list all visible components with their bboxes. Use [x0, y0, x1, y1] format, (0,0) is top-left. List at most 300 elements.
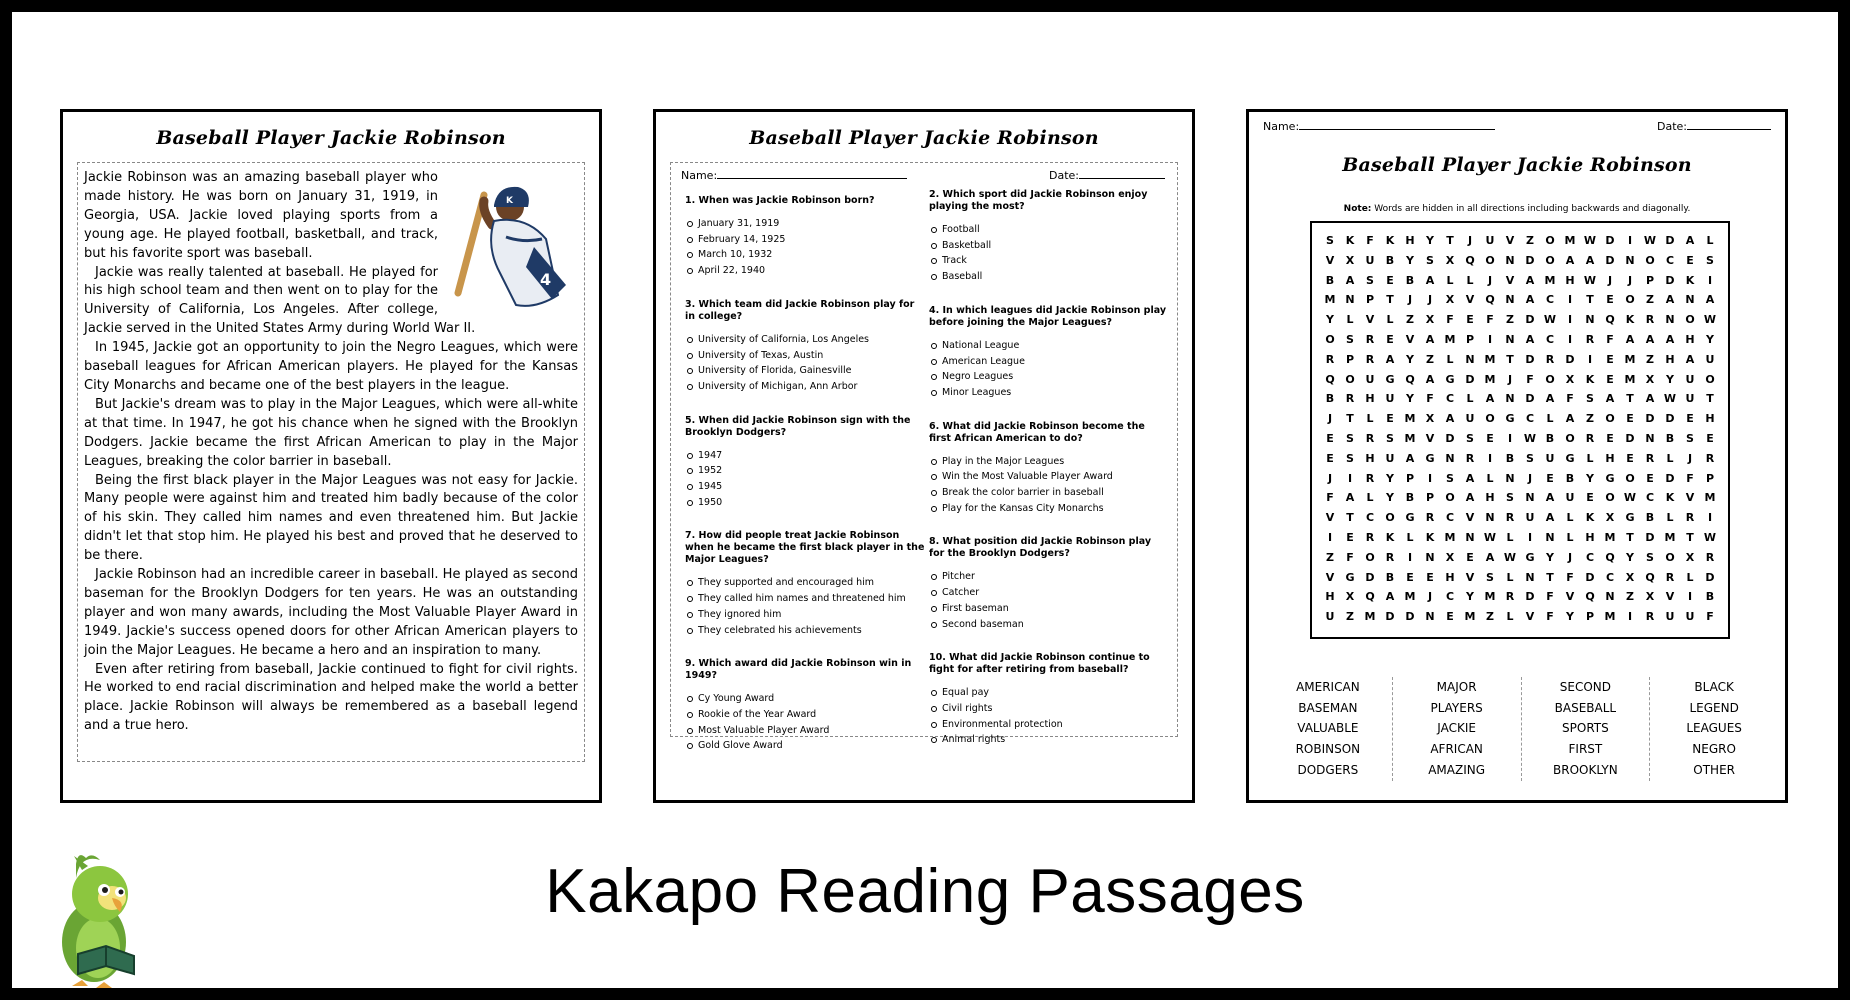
grid-letter[interactable]: C — [1605, 570, 1615, 584]
grid-letter[interactable]: A — [1545, 392, 1555, 406]
grid-letter[interactable]: B — [1665, 431, 1675, 445]
grid-letter[interactable]: M — [1664, 530, 1676, 544]
grid-letter[interactable]: A — [1685, 352, 1695, 366]
grid-letter[interactable]: R — [1685, 511, 1695, 525]
grid-letter[interactable]: M — [1324, 293, 1336, 307]
grid-letter[interactable]: T — [1626, 392, 1634, 406]
grid-letter[interactable]: U — [1685, 392, 1695, 406]
grid-letter[interactable]: C — [1665, 253, 1675, 267]
answer-option[interactable]: Environmental protection — [929, 717, 1169, 733]
grid-letter[interactable]: H — [1485, 491, 1495, 505]
grid-letter[interactable]: Z — [1486, 610, 1494, 624]
answer-option[interactable]: Civil rights — [929, 701, 1169, 717]
grid-letter[interactable]: D — [1585, 570, 1595, 584]
grid-letter[interactable]: O — [1565, 431, 1575, 445]
grid-letter[interactable]: S — [1346, 451, 1354, 465]
grid-letter[interactable]: I — [1687, 590, 1693, 604]
grid-letter[interactable]: J — [1467, 234, 1473, 247]
grid-letter[interactable]: F — [1446, 313, 1454, 327]
answer-option[interactable]: University of Florida, Gainesville — [685, 363, 925, 379]
grid-letter[interactable]: Q — [1485, 293, 1495, 307]
grid-letter[interactable]: Y — [1666, 372, 1674, 386]
grid-letter[interactable]: Y — [1386, 491, 1394, 505]
answer-option[interactable]: Play for the Kansas City Monarchs — [929, 501, 1169, 517]
grid-letter[interactable]: S — [1466, 431, 1474, 445]
grid-letter[interactable]: B — [1385, 570, 1395, 584]
grid-letter[interactable]: Q — [1645, 570, 1655, 584]
grid-letter[interactable]: A — [1585, 253, 1595, 267]
grid-letter[interactable]: C — [1545, 332, 1555, 346]
grid-letter[interactable]: G — [1625, 511, 1635, 525]
grid-letter[interactable]: O — [1685, 313, 1695, 327]
answer-option[interactable]: Catcher — [929, 585, 1169, 601]
grid-letter[interactable]: R — [1465, 451, 1475, 465]
grid-letter[interactable]: M — [1564, 234, 1576, 247]
grid-letter[interactable]: H — [1405, 234, 1415, 247]
grid-letter[interactable]: E — [1606, 352, 1614, 366]
grid-letter[interactable]: F — [1326, 491, 1334, 505]
grid-letter[interactable]: S — [1526, 451, 1534, 465]
grid-letter[interactable]: U — [1565, 491, 1575, 505]
grid-letter[interactable]: V — [1685, 491, 1695, 505]
grid-letter[interactable]: O — [1605, 412, 1615, 426]
grid-letter[interactable]: M — [1704, 491, 1716, 505]
grid-letter[interactable]: E — [1386, 273, 1394, 287]
grid-letter[interactable]: A — [1525, 273, 1535, 287]
grid-letter[interactable]: E — [1326, 431, 1334, 445]
grid-letter[interactable]: U — [1385, 451, 1395, 465]
grid-letter[interactable]: D — [1525, 352, 1535, 366]
grid-letter[interactable]: U — [1385, 392, 1395, 406]
grid-letter[interactable]: Y — [1546, 550, 1554, 564]
grid-letter[interactable]: N — [1505, 392, 1515, 406]
grid-letter[interactable]: X — [1425, 313, 1435, 327]
answer-option[interactable]: University of California, Los Angeles — [685, 332, 925, 348]
answer-option[interactable]: 1945 — [685, 479, 925, 495]
grid-letter[interactable]: H — [1565, 273, 1575, 287]
grid-letter[interactable]: D — [1465, 372, 1475, 386]
grid-letter[interactable]: B — [1505, 451, 1515, 465]
grid-letter[interactable]: Z — [1506, 313, 1514, 327]
grid-letter[interactable]: X — [1685, 550, 1695, 564]
grid-letter[interactable]: G — [1605, 471, 1615, 485]
grid-letter[interactable]: D — [1565, 352, 1575, 366]
grid-letter[interactable]: E — [1546, 471, 1554, 485]
grid-letter[interactable]: I — [1707, 273, 1713, 287]
grid-letter[interactable]: P — [1585, 610, 1595, 624]
grid-letter[interactable]: H — [1325, 590, 1335, 604]
grid-letter[interactable]: D — [1665, 273, 1675, 287]
grid-letter[interactable]: H — [1365, 392, 1375, 406]
grid-letter[interactable]: V — [1405, 332, 1415, 346]
grid-letter[interactable]: R — [1385, 550, 1395, 564]
grid-letter[interactable]: R — [1425, 511, 1435, 525]
grid-letter[interactable]: R — [1645, 313, 1655, 327]
grid-letter[interactable]: V — [1325, 570, 1335, 584]
grid-letter[interactable]: Y — [1386, 471, 1394, 485]
grid-letter[interactable]: F — [1346, 550, 1354, 564]
grid-letter[interactable]: U — [1545, 451, 1555, 465]
grid-letter[interactable]: E — [1646, 471, 1654, 485]
grid-letter[interactable]: S — [1686, 431, 1694, 445]
grid-letter[interactable]: L — [1506, 610, 1514, 624]
grid-letter[interactable]: B — [1325, 392, 1335, 406]
grid-letter[interactable]: F — [1526, 372, 1534, 386]
grid-letter[interactable]: A — [1465, 491, 1475, 505]
grid-letter[interactable]: N — [1505, 332, 1515, 346]
grid-letter[interactable]: M — [1464, 610, 1476, 624]
answer-option[interactable]: Rookie of the Year Award — [685, 707, 925, 723]
answer-option[interactable]: Basketball — [929, 238, 1169, 254]
grid-letter[interactable]: R — [1505, 590, 1515, 604]
answer-option[interactable]: University of Michigan, Ann Arbor — [685, 379, 925, 395]
grid-letter[interactable]: H — [1605, 451, 1615, 465]
grid-letter[interactable]: A — [1425, 332, 1435, 346]
quiz-date-line[interactable] — [1079, 169, 1165, 179]
ws-name-line[interactable] — [1299, 120, 1495, 130]
grid-letter[interactable]: N — [1465, 352, 1475, 366]
grid-letter[interactable]: X — [1625, 570, 1635, 584]
grid-letter[interactable]: T — [1706, 392, 1714, 406]
grid-letter[interactable]: I — [1507, 431, 1513, 445]
grid-letter[interactable]: J — [1407, 293, 1413, 307]
grid-letter[interactable]: V — [1525, 610, 1535, 624]
grid-letter[interactable]: O — [1705, 372, 1715, 386]
grid-letter[interactable]: J — [1607, 273, 1613, 287]
grid-letter[interactable]: I — [1407, 550, 1413, 564]
grid-letter[interactable]: H — [1705, 412, 1715, 426]
grid-letter[interactable]: C — [1545, 293, 1555, 307]
grid-letter[interactable]: W — [1703, 530, 1717, 544]
grid-letter[interactable]: A — [1625, 332, 1635, 346]
grid-letter[interactable]: K — [1585, 372, 1595, 386]
grid-letter[interactable]: E — [1706, 431, 1714, 445]
grid-letter[interactable]: F — [1486, 313, 1494, 327]
grid-letter[interactable]: R — [1665, 570, 1675, 584]
grid-letter[interactable]: C — [1445, 590, 1455, 604]
grid-letter[interactable]: K — [1625, 313, 1635, 327]
grid-letter[interactable]: Q — [1585, 590, 1595, 604]
grid-letter[interactable]: R — [1365, 530, 1375, 544]
grid-letter[interactable]: A — [1465, 471, 1475, 485]
answer-option[interactable]: Animal rights — [929, 732, 1169, 748]
grid-letter[interactable]: D — [1665, 412, 1675, 426]
grid-letter[interactable]: Y — [1406, 352, 1414, 366]
grid-letter[interactable]: M — [1484, 352, 1496, 366]
grid-letter[interactable]: M — [1604, 530, 1616, 544]
grid-letter[interactable]: I — [1487, 332, 1493, 346]
answer-option[interactable]: Win the Most Valuable Player Award — [929, 469, 1169, 485]
grid-letter[interactable]: S — [1426, 253, 1434, 267]
grid-letter[interactable]: J — [1567, 550, 1573, 564]
grid-letter[interactable]: R — [1325, 352, 1335, 366]
grid-letter[interactable]: N — [1585, 313, 1595, 327]
grid-letter[interactable]: N — [1465, 530, 1475, 544]
grid-letter[interactable]: L — [1406, 530, 1414, 544]
grid-letter[interactable]: E — [1606, 372, 1614, 386]
grid-letter[interactable]: B — [1705, 590, 1715, 604]
grid-letter[interactable]: V — [1465, 293, 1475, 307]
grid-letter[interactable]: A — [1645, 332, 1655, 346]
grid-letter[interactable]: W — [1663, 392, 1677, 406]
grid-letter[interactable]: W — [1583, 273, 1597, 287]
grid-letter[interactable]: A — [1525, 332, 1535, 346]
grid-letter[interactable]: G — [1525, 550, 1535, 564]
grid-letter[interactable]: L — [1386, 313, 1394, 327]
grid-letter[interactable]: X — [1645, 372, 1655, 386]
grid-letter[interactable]: N — [1505, 471, 1515, 485]
grid-letter[interactable]: F — [1566, 392, 1574, 406]
grid-letter[interactable]: M — [1444, 530, 1456, 544]
grid-letter[interactable]: Y — [1706, 332, 1714, 346]
answer-option[interactable]: Minor Leagues — [929, 385, 1169, 401]
grid-letter[interactable]: L — [1446, 352, 1454, 366]
answer-option[interactable]: Most Valuable Player Award — [685, 723, 925, 739]
answer-option[interactable]: They ignored him — [685, 607, 925, 623]
grid-letter[interactable]: G — [1565, 451, 1575, 465]
grid-letter[interactable]: N — [1345, 293, 1355, 307]
grid-letter[interactable]: G — [1505, 412, 1515, 426]
grid-letter[interactable]: N — [1505, 253, 1515, 267]
grid-letter[interactable]: E — [1606, 293, 1614, 307]
grid-letter[interactable]: L — [1566, 511, 1574, 525]
grid-letter[interactable]: O — [1545, 234, 1555, 247]
grid-letter[interactable]: D — [1645, 530, 1655, 544]
grid-letter[interactable]: A — [1345, 491, 1355, 505]
grid-letter[interactable]: A — [1485, 392, 1495, 406]
grid-letter[interactable]: D — [1365, 570, 1375, 584]
grid-letter[interactable]: N — [1425, 550, 1435, 564]
grid-letter[interactable]: L — [1706, 234, 1714, 247]
grid-letter[interactable]: H — [1685, 332, 1695, 346]
grid-letter[interactable]: J — [1627, 273, 1633, 287]
grid-letter[interactable]: W — [1643, 234, 1657, 247]
grid-letter[interactable]: T — [1626, 530, 1634, 544]
answer-option[interactable]: They celebrated his achievements — [685, 623, 925, 639]
grid-letter[interactable]: J — [1427, 590, 1433, 604]
grid-letter[interactable]: E — [1386, 332, 1394, 346]
grid-letter[interactable]: D — [1525, 313, 1535, 327]
grid-letter[interactable]: B — [1405, 273, 1415, 287]
grid-letter[interactable]: R — [1365, 471, 1375, 485]
grid-letter[interactable]: Y — [1326, 313, 1334, 327]
grid-letter[interactable]: Q — [1605, 313, 1615, 327]
grid-letter[interactable]: W — [1583, 234, 1597, 247]
grid-letter[interactable]: I — [1487, 451, 1493, 465]
grid-letter[interactable]: A — [1445, 412, 1455, 426]
grid-letter[interactable]: Z — [1626, 590, 1634, 604]
grid-letter[interactable]: A — [1685, 234, 1695, 247]
grid-letter[interactable]: S — [1646, 550, 1654, 564]
answer-option[interactable]: Gold Glove Award — [685, 738, 925, 754]
answer-option[interactable]: Second baseman — [929, 617, 1169, 633]
grid-letter[interactable]: V — [1505, 234, 1515, 247]
grid-letter[interactable]: A — [1385, 352, 1395, 366]
grid-letter[interactable]: M — [1544, 273, 1556, 287]
grid-letter[interactable]: M — [1624, 372, 1636, 386]
grid-letter[interactable]: K — [1685, 273, 1695, 287]
grid-letter[interactable]: O — [1445, 491, 1455, 505]
grid-letter[interactable]: O — [1345, 372, 1355, 386]
grid-letter[interactable]: E — [1686, 412, 1694, 426]
grid-letter[interactable]: E — [1626, 412, 1634, 426]
grid-letter[interactable]: F — [1686, 471, 1694, 485]
answer-option[interactable]: Cy Young Award — [685, 691, 925, 707]
grid-letter[interactable]: M — [1484, 372, 1496, 386]
grid-letter[interactable]: A — [1485, 550, 1495, 564]
grid-letter[interactable]: W — [1483, 530, 1497, 544]
grid-letter[interactable]: W — [1543, 313, 1557, 327]
grid-letter[interactable]: S — [1586, 392, 1594, 406]
grid-letter[interactable]: R — [1705, 451, 1715, 465]
grid-letter[interactable]: E — [1386, 412, 1394, 426]
grid-letter[interactable]: P — [1345, 352, 1355, 366]
grid-letter[interactable]: I — [1627, 610, 1633, 624]
grid-letter[interactable]: I — [1567, 332, 1573, 346]
grid-letter[interactable]: R — [1705, 550, 1715, 564]
grid-letter[interactable]: Q — [1465, 253, 1475, 267]
grid-letter[interactable]: T — [1346, 412, 1354, 426]
grid-letter[interactable]: X — [1565, 372, 1575, 386]
grid-letter[interactable]: A — [1565, 253, 1575, 267]
grid-letter[interactable]: J — [1487, 273, 1493, 287]
grid-letter[interactable]: A — [1425, 273, 1435, 287]
grid-letter[interactable]: K — [1385, 530, 1395, 544]
grid-letter[interactable]: O — [1365, 550, 1375, 564]
answer-option[interactable]: April 22, 1940 — [685, 263, 925, 279]
grid-letter[interactable]: D — [1705, 570, 1715, 584]
grid-letter[interactable]: H — [1665, 352, 1675, 366]
grid-letter[interactable]: U — [1365, 253, 1375, 267]
grid-letter[interactable]: K — [1585, 511, 1595, 525]
grid-letter[interactable]: F — [1706, 610, 1714, 624]
grid-letter[interactable]: D — [1665, 471, 1675, 485]
grid-letter[interactable]: H — [1445, 570, 1455, 584]
grid-letter[interactable]: T — [1586, 293, 1594, 307]
grid-letter[interactable]: K — [1665, 491, 1675, 505]
grid-letter[interactable]: U — [1685, 372, 1695, 386]
grid-letter[interactable]: C — [1585, 550, 1595, 564]
grid-letter[interactable]: L — [1446, 273, 1454, 287]
grid-letter[interactable]: E — [1446, 610, 1454, 624]
grid-letter[interactable]: U — [1365, 372, 1375, 386]
grid-letter[interactable]: O — [1545, 372, 1555, 386]
grid-letter[interactable]: E — [1586, 491, 1594, 505]
grid-letter[interactable]: Y — [1586, 471, 1594, 485]
grid-letter[interactable]: O — [1385, 511, 1395, 525]
grid-letter[interactable]: L — [1506, 570, 1514, 584]
ws-date-line[interactable] — [1687, 120, 1771, 130]
grid-letter[interactable]: N — [1605, 590, 1615, 604]
grid-letter[interactable]: M — [1404, 431, 1416, 445]
grid-letter[interactable]: D — [1605, 253, 1615, 267]
grid-letter[interactable]: B — [1325, 273, 1335, 287]
grid-letter[interactable]: L — [1506, 530, 1514, 544]
grid-letter[interactable]: N — [1525, 570, 1535, 584]
grid-letter[interactable]: N — [1525, 491, 1535, 505]
grid-letter[interactable]: Z — [1586, 412, 1594, 426]
grid-letter[interactable]: X — [1645, 590, 1655, 604]
grid-letter[interactable]: C — [1445, 511, 1455, 525]
grid-letter[interactable]: Y — [1406, 392, 1414, 406]
grid-letter[interactable]: O — [1485, 253, 1495, 267]
grid-letter[interactable]: F — [1546, 610, 1554, 624]
grid-letter[interactable]: S — [1346, 431, 1354, 445]
grid-letter[interactable]: V — [1425, 431, 1435, 445]
grid-letter[interactable]: J — [1327, 471, 1333, 485]
grid-letter[interactable]: T — [1446, 234, 1454, 247]
grid-letter[interactable]: R — [1365, 431, 1375, 445]
grid-letter[interactable]: D — [1605, 234, 1615, 247]
grid-letter[interactable]: U — [1525, 511, 1535, 525]
grid-letter[interactable]: I — [1427, 471, 1433, 485]
grid-letter[interactable]: I — [1327, 530, 1333, 544]
grid-letter[interactable]: L — [1466, 273, 1474, 287]
grid-letter[interactable]: V — [1665, 590, 1675, 604]
grid-letter[interactable]: C — [1525, 412, 1535, 426]
grid-letter[interactable]: U — [1665, 610, 1675, 624]
grid-letter[interactable]: P — [1465, 332, 1475, 346]
grid-letter[interactable]: L — [1366, 491, 1374, 505]
grid-letter[interactable]: N — [1445, 451, 1455, 465]
grid-letter[interactable]: U — [1465, 412, 1475, 426]
grid-letter[interactable]: Z — [1426, 352, 1434, 366]
grid-letter[interactable]: U — [1685, 610, 1695, 624]
grid-letter[interactable]: O — [1625, 471, 1635, 485]
grid-letter[interactable]: P — [1365, 293, 1375, 307]
answer-option[interactable]: 1950 — [685, 495, 925, 511]
grid-letter[interactable]: N — [1425, 610, 1435, 624]
grid-letter[interactable]: B — [1565, 471, 1575, 485]
grid-letter[interactable]: T — [1386, 293, 1394, 307]
grid-letter[interactable]: I — [1347, 471, 1353, 485]
grid-letter[interactable]: V — [1565, 590, 1575, 604]
grid-letter[interactable]: G — [1425, 451, 1435, 465]
grid-letter[interactable]: W — [1523, 431, 1537, 445]
answer-option[interactable]: Negro Leagues — [929, 369, 1169, 385]
grid-letter[interactable]: S — [1366, 273, 1374, 287]
grid-letter[interactable]: A — [1605, 392, 1615, 406]
grid-letter[interactable]: Z — [1406, 313, 1414, 327]
grid-letter[interactable]: Z — [1326, 550, 1334, 564]
grid-letter[interactable]: D — [1665, 234, 1675, 247]
grid-letter[interactable]: N — [1485, 511, 1495, 525]
grid-letter[interactable]: P — [1705, 471, 1715, 485]
grid-letter[interactable]: R — [1645, 451, 1655, 465]
grid-letter[interactable]: O — [1605, 491, 1615, 505]
grid-letter[interactable]: U — [1705, 352, 1715, 366]
grid-letter[interactable]: A — [1405, 451, 1415, 465]
grid-letter[interactable]: Q — [1365, 590, 1375, 604]
grid-letter[interactable]: C — [1645, 491, 1655, 505]
grid-letter[interactable]: L — [1586, 451, 1594, 465]
grid-letter[interactable]: O — [1645, 253, 1655, 267]
grid-letter[interactable]: R — [1585, 332, 1595, 346]
grid-letter[interactable]: B — [1385, 253, 1395, 267]
grid-letter[interactable]: G — [1345, 570, 1355, 584]
grid-letter[interactable]: E — [1486, 431, 1494, 445]
grid-letter[interactable]: F — [1366, 234, 1374, 247]
grid-letter[interactable]: L — [1686, 570, 1694, 584]
grid-letter[interactable]: N — [1505, 293, 1515, 307]
grid-letter[interactable]: Y — [1566, 610, 1574, 624]
answer-option[interactable]: Break the color barrier in baseball — [929, 485, 1169, 501]
grid-letter[interactable]: N — [1625, 253, 1635, 267]
grid-letter[interactable]: X — [1445, 293, 1455, 307]
grid-letter[interactable]: Y — [1626, 550, 1634, 564]
grid-letter[interactable]: I — [1627, 234, 1633, 247]
answer-option[interactable]: February 14, 1925 — [685, 232, 925, 248]
